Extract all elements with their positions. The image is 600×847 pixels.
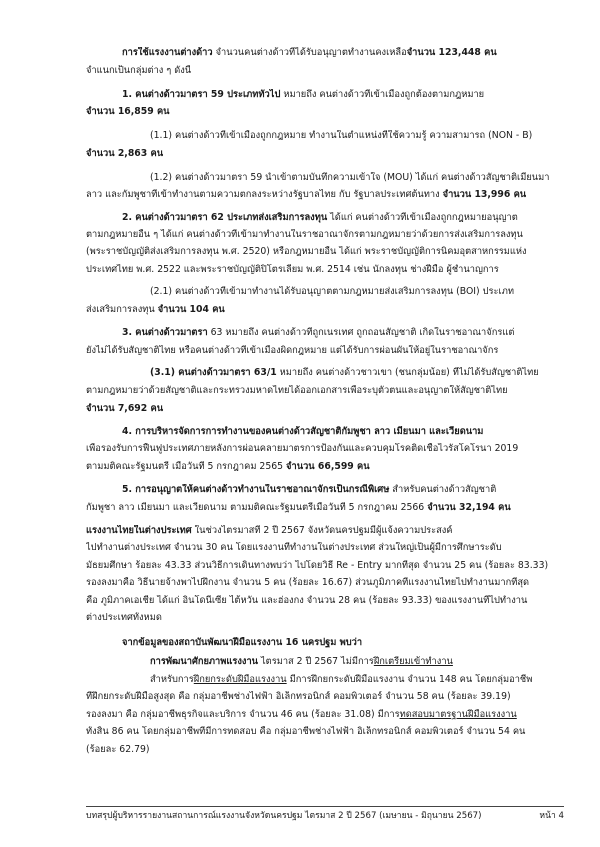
text-run: ยังไม่ได้รับสัญชาติไทย หรือคนต่างด้าวที่เข้าเมืองผิดกฎหมาย แต่ได้รับการผ่อนผันให้อยู่ในราชอาณาจักร xyxy=(86,345,499,356)
bold-text: 1. คนต่างด้าวมาตรา 59 ประเภททั่วไป xyxy=(122,89,281,100)
text-run: ไตรมาส 2 ปี 2567 ไม่มีการ xyxy=(258,656,374,667)
bold-text: จำนวน 7,692 คน xyxy=(86,403,164,414)
text-line xyxy=(122,89,564,101)
text-run: มีการฝึกยกระดับฝีมือแรงงาน จำนวน 148 คน โดยกลุ่มอาชีพ xyxy=(286,674,533,685)
text-line xyxy=(86,709,564,721)
underlined-text: ฝึกเตรียมเข้าทำงาน xyxy=(373,656,453,667)
text-run: รองลงมาคือ วิธีนายจ้างพาไปฝึกงาน จำนวน 5 คน (ร้อยละ 16.67) ส่วนภูมิภาคที่แรงงานไทยไปทำงานมากที่สุด xyxy=(86,577,530,588)
bold-text: แรงงานไทยในต่างประเทศ xyxy=(86,525,192,536)
text-line xyxy=(86,345,564,357)
text-line xyxy=(86,403,564,415)
bold-text: จำนวน 32,194 คน xyxy=(427,502,511,513)
text-run: ตามกฎหมายว่าด้วยสัญชาติและกระทรวงมหาดไทยได้ออกเอกสารเพื่อระบุตัวตนและอนุญาตให้สัญชาติไทย xyxy=(86,385,508,396)
text-run: ลาว และกัมพูชาที่เข้าทำงานตามความตกลงระหว่างรัฐบาลไทย กับ รัฐบาลประเทศต้นทาง xyxy=(86,189,443,200)
text-line xyxy=(86,461,564,473)
bold-text: (3.1) คนต่างด้าวมาตรา 63/1 xyxy=(150,367,277,378)
text-run: (พระราชบัญญัติส่งเสริมการลงทุน พ.ศ. 2520) หรือกฎหมายอื่น ได้แก่ พระราชบัญญัติการนิคมอุตสาหกรรมแห่ง xyxy=(86,246,527,257)
text-run: หมายถึง คนต่างด้าวที่เข้าเมืองถูกต้องตามกฎหมาย xyxy=(280,89,485,100)
page-footer xyxy=(86,811,564,822)
bold-text: การใช้แรงงานต่างด้าว xyxy=(122,47,213,58)
text-run: ได้แก่ คนต่างด้าวที่เข้าเมืองถูกกฎหมายอนุญาต xyxy=(327,212,518,223)
text-line xyxy=(86,595,564,607)
text-line xyxy=(86,65,564,77)
text-line xyxy=(86,304,564,316)
text-run: (2.1) คนต่างด้าวที่เข้ามาทำงานได้รับอนุญาตตามกฎหมายส่งเสริมการลงทุน (BOI) ประเภท xyxy=(150,286,514,297)
text-run: จำแนกเป็นกลุ่มต่าง ๆ ดังนี้ xyxy=(86,65,192,76)
text-run: ที่ฝึกยกระดับฝีมือสูงสุด คือ กลุ่มอาชีพช่างไฟฟ้า อิเล็กทรอนิกส์ คอมพิวเตอร์ จำนวน 58 คน (ร้อยละ 39.19) xyxy=(86,691,511,702)
bold-text: จำนวน 13,996 คน xyxy=(442,189,527,200)
text-line xyxy=(150,674,564,686)
text-line xyxy=(86,443,564,455)
text-run: ในช่วงไตรมาสที่ 2 ปี 2567 จังหวัดนครปฐมมีผู้แจ้งความประสงค์ xyxy=(191,525,453,536)
text-line xyxy=(150,367,564,379)
text-line xyxy=(86,577,564,589)
footer-text: บทสรุปผู้บริหารรายงานสถานการณ์แรงงานจังหวัดนครปฐม ไตรมาส 2 ปี 2567 (เมษายน - มิถุนายน 2567) xyxy=(86,811,482,821)
text-line xyxy=(86,542,564,554)
text-run: รองลงมา คือ กลุ่มอาชีพธุรกิจและบริการ จำนวน 46 คน (ร้อยละ 31.08) มีการ xyxy=(86,709,400,720)
bold-text: 3. คนต่างด้าวมาตรา xyxy=(122,327,208,338)
bold-text: จำนวน 2,863 คน xyxy=(86,148,164,159)
text-run: ทั้งสิ้น 86 คน โดยกลุ่มอาชีพที่มีการทดสอบ คือ กลุ่มอาชีพช่างไฟฟ้า อิเล็กทรอนิกส์ คอมพิวเตอร์ จำนวน 54 คน xyxy=(86,726,526,737)
bold-text: จำนวน 104 คน xyxy=(157,304,225,315)
text-line xyxy=(150,286,564,298)
text-run: ไปทำงานต่างประเทศ จำนวน 30 คน โดยแรงงานที่ทำงานในต่างประเทศ ส่วนใหญ่เป็นผู้มีการศึกษาระดับ xyxy=(86,542,502,553)
text-line xyxy=(86,691,564,703)
underlined-text: ทดสอบมาตรฐานฝีมือแรงงาน xyxy=(399,709,517,720)
text-line xyxy=(122,484,564,496)
bold-text: จำนวน 16,859 คน xyxy=(86,106,170,117)
text-line xyxy=(150,172,564,184)
text-run: ตามกฎหมายอื่น ๆ ได้แก่ คนต่างด้าวที่เข้ามาทำงานในราชอาณาจักรตามกฎหมายว่าด้วยการส่งเสริมการลงทุน xyxy=(86,229,523,240)
bold-text: จำนวน 66,599 คน xyxy=(286,461,370,472)
text-run: ตามมติคณะรัฐมนตรี เมื่อวันที่ 5 กรกฎาคม 2565 xyxy=(86,461,287,472)
text-line xyxy=(150,656,564,668)
text-run: กัมพูชา ลาว เมียนมา และเวียดนาม ตามมติคณะรัฐมนตรีเมื่อวันที่ 5 กรกฎาคม 2566 xyxy=(86,502,428,513)
bold-text: จากข้อมูลของสถาบันพัฒนาฝีมือแรงงาน 16 นครปฐม พบว่า xyxy=(122,637,363,648)
bold-text: จำนวน 123,448 คน xyxy=(406,47,497,58)
text-line xyxy=(86,502,564,514)
text-line xyxy=(150,130,564,142)
text-line xyxy=(86,560,564,572)
text-line xyxy=(122,47,564,59)
page-number: หน้า 4 xyxy=(539,811,564,821)
text-line xyxy=(86,229,564,241)
text-run: มัธยมศึกษา ร้อยละ 43.33 ส่วนวิธีการเดินทางพบว่า ไปโดยวิธี Re - Entry มากที่สุด จำนวน 25 คน (ร้อยละ 83.33) xyxy=(86,560,549,571)
text-line xyxy=(86,612,564,624)
underlined-text: ฝึกยกระดับฝีมือแรงงาน xyxy=(193,674,287,685)
text-run: (1.2) คนต่างด้าวมาตรา 59 นำเข้าตามบันทึกความเข้าใจ (MOU) ได้แก่ คนต่างด้าวสัญชาติเมียนมา xyxy=(150,172,550,183)
bold-text: 2. คนต่างด้าวมาตรา 62 ประเภทส่งเสริมการลงทุน xyxy=(122,212,328,223)
text-run: ต่างประเทศทั้งหมด xyxy=(86,612,162,623)
text-run: 63 หมายถึง คนต่างด้าวที่ถูกเนรเทศ ถูกถอนสัญชาติ เกิดในราชอาณาจักรแต่ xyxy=(207,327,515,338)
text-line xyxy=(86,189,564,201)
text-run: หมายถึง คนต่างด้าวชาวเขา (ชนกลุ่มน้อย) ที่ไม่ได้รับสัญชาติไทย xyxy=(276,367,539,378)
text-run: คือ ภูมิภาคเอเชีย ได้แก่ อินโดนีเซีย ไต้หวัน และฮ่องกง จำนวน 28 คน (ร้อยละ 93.33) ของแรงงานที่ไปทำงาน xyxy=(86,595,528,606)
text-line xyxy=(122,637,564,649)
text-line xyxy=(86,385,564,397)
text-line xyxy=(122,212,564,224)
text-run: สำหรับการ xyxy=(150,674,194,685)
text-line xyxy=(122,327,564,339)
text-run: จำนวนคนต่างด้าวที่ได้รับอนุญาตทำงานคงเหลือ xyxy=(212,47,407,58)
bold-text: 4. การบริหารจัดการการทำงานของคนต่างด้าวสัญชาติกัมพูชา ลาว เมียนมา และเวียดนาม xyxy=(122,426,484,437)
text-line xyxy=(86,726,564,738)
text-line xyxy=(86,744,564,756)
text-line xyxy=(86,148,564,160)
text-run: (1.1) คนต่างด้าวที่เข้าเมืองถูกกฎหมาย ทำงานในตำแหน่งที่ใช้ความรู้ ความสามารถ (NON - B) xyxy=(150,130,533,141)
text-run: สำหรับคนต่างด้าวสัญชาติ xyxy=(389,484,497,495)
bold-text: การพัฒนาศักยภาพแรงงาน xyxy=(150,656,259,667)
footer-rule xyxy=(86,806,564,807)
bold-text: 5. การอนุญาตให้คนต่างด้าวทำงานในราชอาณาจักรเป็นกรณีพิเศษ xyxy=(122,484,390,495)
text-line xyxy=(86,106,564,118)
text-line xyxy=(122,426,564,438)
text-run: ประเทศไทย พ.ศ. 2522 และพระราชบัญญัติปิโตรเลียม พ.ศ. 2514 เช่น นักลงทุน ช่างฝีมือ ผู้ชำนาญการ xyxy=(86,264,499,275)
text-run: (ร้อยละ 62.79) xyxy=(86,744,150,755)
text-line xyxy=(86,246,564,258)
text-run: เพื่อรองรับการฟื้นฟูประเทศภายหลังการผ่อนคลายมาตรการป้องกันและควบคุมโรคติดเชื้อไวรัสโคโรนา 2019 xyxy=(86,443,519,454)
text-line xyxy=(86,525,564,537)
text-line xyxy=(86,264,564,276)
text-run: ส่งเสริมการลงทุน xyxy=(86,304,158,315)
